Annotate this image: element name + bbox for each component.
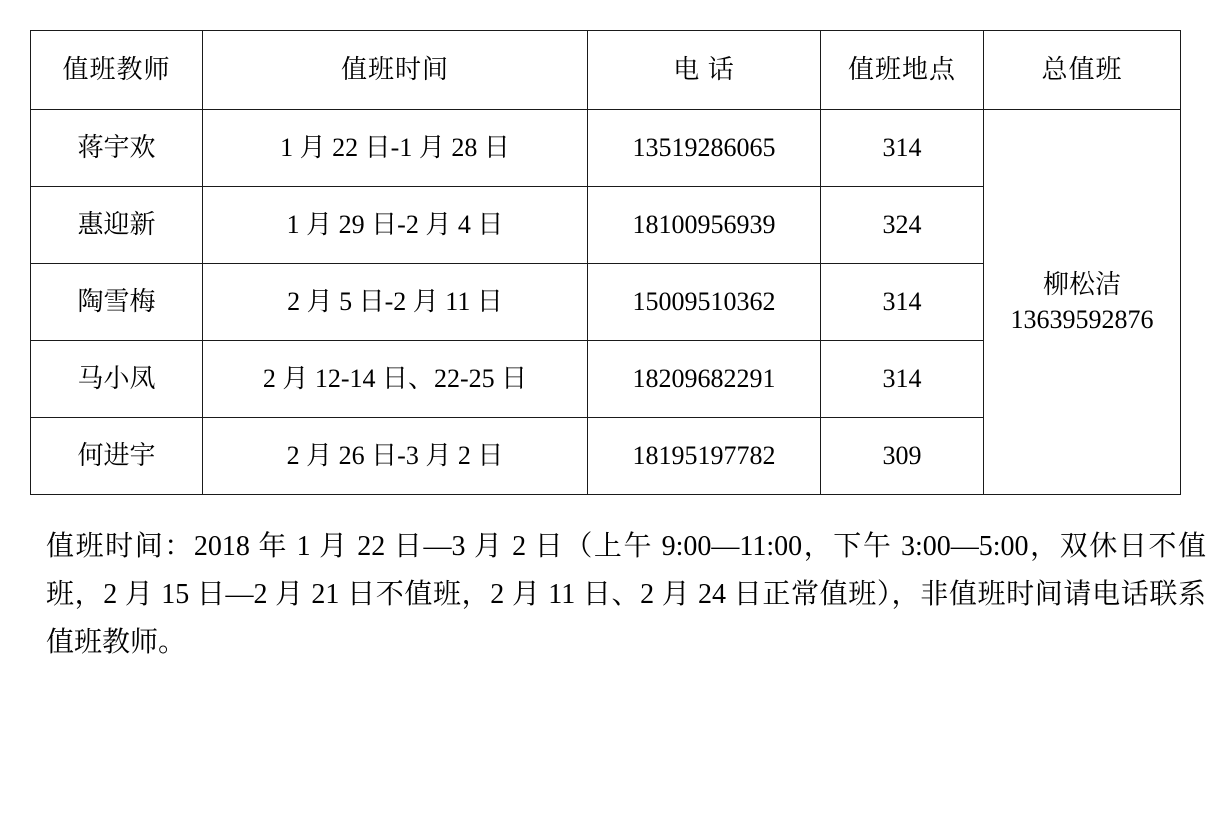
table-row (31, 110, 1181, 187)
cell-teacher: 何进宇 (31, 418, 203, 495)
cell-place: 324 (821, 187, 984, 264)
duty-schedule-table (30, 30, 1181, 495)
cell-place: 309 (821, 418, 984, 495)
cell-chief-duty (984, 110, 1181, 495)
cell-phone: 13519286065 (588, 110, 821, 187)
cell-time: 2 月 26 日-3 月 2 日 (203, 418, 588, 495)
cell-phone: 18195197782 (588, 418, 821, 495)
cell-teacher: 惠迎新 (31, 187, 203, 264)
cell-place: 314 (821, 341, 984, 418)
cell-time: 1 月 22 日-1 月 28 日 (203, 110, 588, 187)
table-body (31, 110, 1181, 495)
column-header-teacher: 值班教师 (31, 31, 203, 110)
column-header-time: 值班时间 (203, 31, 588, 110)
table-header-row (31, 31, 1181, 110)
cell-phone: 15009510362 (588, 264, 821, 341)
cell-time: 2 月 12-14 日、22-25 日 (203, 341, 588, 418)
cell-time: 2 月 5 日-2 月 11 日 (203, 264, 588, 341)
note-paragraph (46, 523, 1206, 667)
note-body: 2018 年 1 月 22 日—3 月 2 日（上午 9:00—11:00，下午 3:00—5:00，双休日不值班，2 月 15 日—2 月 21 日不值班，2 月 11 日、2 月 24 日正常值班），非值班时间请电话联系值班教师。 (46, 531, 1206, 659)
chief-name: 柳松洁 (1042, 269, 1121, 299)
cell-teacher: 马小凤 (31, 341, 203, 418)
cell-teacher: 陶雪梅 (31, 264, 203, 341)
note-label: 值班时间： (46, 531, 194, 562)
column-header-phone: 电 话 (588, 31, 821, 110)
duty-time-note (28, 523, 1206, 667)
column-header-place: 值班地点 (821, 31, 984, 110)
cell-phone: 18100956939 (588, 187, 821, 264)
cell-place: 314 (821, 110, 984, 187)
cell-time: 1 月 29 日-2 月 4 日 (203, 187, 588, 264)
table-header (31, 31, 1181, 110)
cell-teacher: 蒋宇欢 (31, 110, 203, 187)
cell-phone: 18209682291 (588, 341, 821, 418)
column-header-chief: 总值班 (984, 31, 1181, 110)
cell-place: 314 (821, 264, 984, 341)
chief-phone: 13639592876 (1010, 305, 1154, 334)
